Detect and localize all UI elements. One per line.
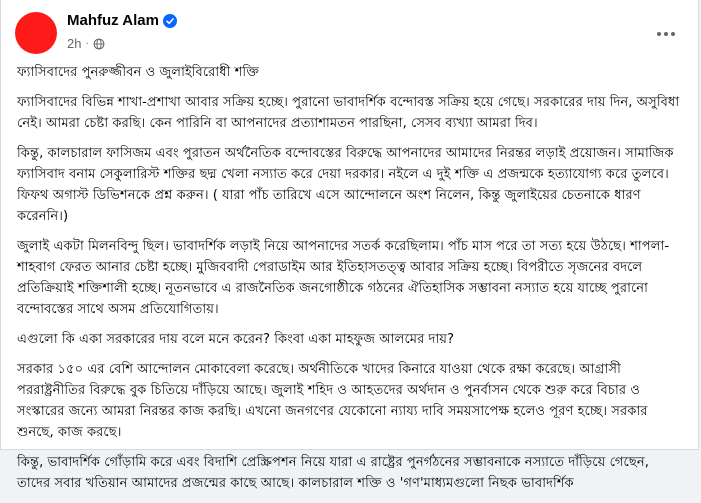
post-paragraph: কিন্তু, কালচারাল ফাসিজম এবং পুরাতন অর্থনৈতিক বন্দোবস্তের বিরুদ্ধে আপনাদের আমাদের নিরন্তর লড়াই প্রয়োজন। সামাজিক ফ্যাসিবাদ বনাম সেকুলারিস্ট শক্তির ছদ্ম খেলা নস্যাত করে দেয়া দরকার। নইলে এ দুই শক্তি এ প্রজন্মকে হত্যাযোগ্য করে তুলবে। ফিফথ অগাস্ট ডিভিশনকে প্রশ্ন করুন। ( যারা পাঁচ তারিখে এসে আন্দোলনে অংশ নিলেন, কিন্তু জুলাইয়ের চেতনাকে ধারণ করেননি।) [17,146,674,224]
globe-icon[interactable] [93,38,105,50]
verified-badge-icon [163,14,177,28]
post-body [17,62,686,503]
post-paragraph: ফ্যাসিবাদের বিভিন্ন শাখা-প্রশাখা আবার সক্রিয় হচ্ছে। পুরানো ভাবাদর্শিক বন্দোবস্ত সক্রিয় হয়ে গেছে। সরকারের দায় দিন, অসুবিধা নেই। আমরা চেষ্টা করছি। কেন পারিনি বা আপনাদের প্রত্যাশামতন পারছিনা, সেসব ব্যখ্যা আমরা দিব। [17,95,680,131]
post-paragraph: সরকার ১৫০ এর বেশি আন্দোলন মোকাবেলা করেছে। অর্থনীতিকে খাদের কিনারে যাওয়া থেকে রক্ষা করেছে। আগ্রাসী পররাষ্ট্রনীতির বিরুদ্ধে বুক চিতিয়ে দাঁড়িয়ে আছে। জুলাই শহিদ ও আহতদের অর্থদান ও পুনর্বাসন থেকে শুরু করে বিচার ও সংস্কারের জন্যে আমরা নিরন্তর কাজ করছি। এখনো জনগণের যেকোনো ন্যায্য দাবি সময়সাপেক্ষ হলেও পূরণ হচ্ছে। সরকার শুনছে, কাজ করছে। [17,362,648,440]
post-time[interactable]: 2h [67,36,82,51]
author-name[interactable]: Mahfuz Alam [67,12,159,29]
avatar[interactable] [15,12,57,54]
post-paragraph: জুলাই একটা মিলনবিন্দু ছিল। ভাবাদর্শিক লড়াই নিয়ে আপনাদের সতর্ক করেছিলাম। পাঁচ মাস পরে তা সত্য হয়ে উঠছে। শাপলা- শাহবাগ ফেরত আনার চেষ্টা হচ্ছে। মুজিববাদী পেরাডাইম আর ইতিহাসতত্ত্ব আবার সক্রিয় হচ্ছে। বিপরীতে সৃজনের বদলে প্রতিক্রিয়াই শক্তিশালী হচ্ছে। নূতনভাবে এ রাজনৈতিক জনগোষ্ঠীকে গঠনের ঐতিহাসিক সম্ভাবনা নস্যাত হয়ে যাচ্ছে পুরানো বন্দোবস্তের সাথে অসম প্রতিযোগিতায়। [17,239,670,317]
post-title: ফ্যাসিবাদের পুনরুজ্জীবন ও জুলাইবিরোধী শক্তি [17,65,260,80]
post-paragraph: কিন্তু, ভাবাদর্শিক গোঁড়ামি করে এবং বিদাশি প্রেস্ক্রিপশন নিয়ে যারা এ রাষ্ট্রের পুনর্গঠনের সম্ভাবনাকে নস্যাতে দাঁড়িয়ে গেছেন, তাদের সবার খতিয়ান আমাদের প্রজন্মের কাছে আছে। কালচারাল শক্তি ও 'গণ'মাধ্যমগুলো নিছক ভাবাদর্শিক [17,455,649,491]
post-meta [67,36,105,51]
meta-separator: · [85,38,89,49]
post-header [15,10,688,58]
author-row [67,12,177,29]
post-paragraph: এগুলো কি একা সরকারের দায় বলে মনে করেন? কিংবা একা মাহফুজ আলমের দায়? [17,332,455,347]
more-options-icon[interactable] [652,24,680,44]
